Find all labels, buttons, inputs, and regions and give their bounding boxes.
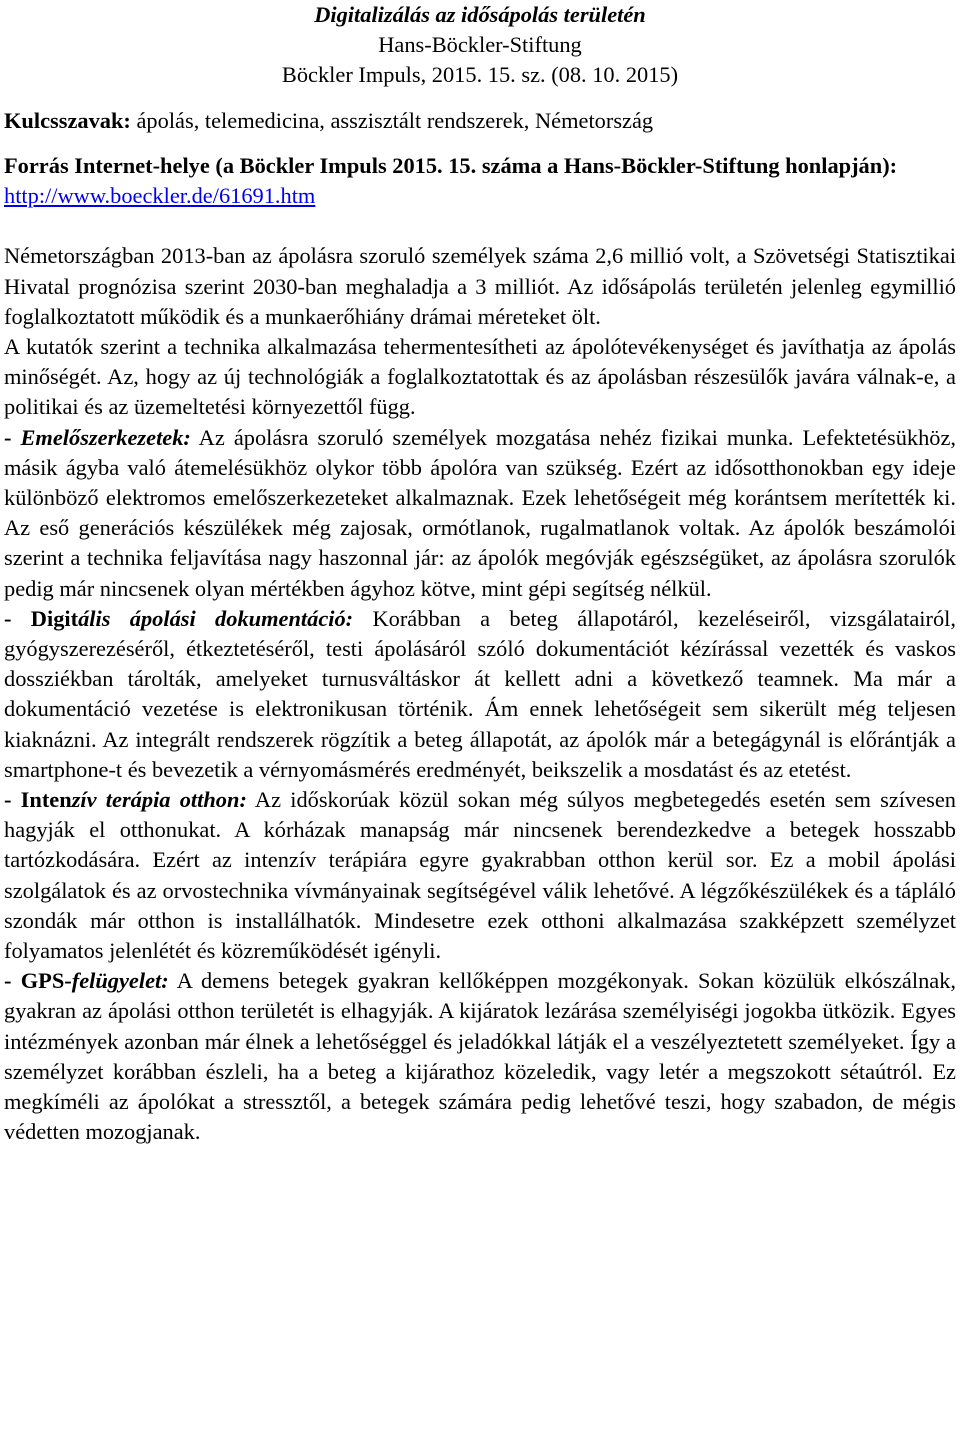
- section-text: Korábban a beteg állapotáról, kezeléseiről, vizsgálatairól, gyógyszerezéséről, étkeztetéséről, testi ápolásáról szóló dokumentációt kézírással vezették és vaskos dossziékban tárolták, amelyeket turnusváltáskor át kellett adni a következő teamnek. Ma már a dokumentáció vezetése is elektronikusan történik. Ám ennek lehetőségeit sem sikerült még teljesen kiaknázni. Az integrált rendszerek rögzítik a beteg állapotát, az ápolók már a betegágynál is előrántják a smartphone-t és bevezetik a vérnyomásmérés eredményét, beikszelik a mosdatást és az etetést.: [4, 605, 956, 782]
- keywords-text: ápolás, telemedicina, asszisztált rendszerek, Németország: [130, 107, 654, 133]
- section-intensive-therapy: [4, 785, 956, 966]
- source-line: [4, 151, 956, 211]
- section-title: Emelőszerkezetek:: [20, 424, 191, 450]
- intro-paragraph-1: Németországban 2013-ban az ápolásra szoruló személyek száma 2,6 millió volt, a Szövetségi Statisztikai Hivatal prognózisa szerint 2030-ban meghaladja a 3 milliót. Az idősápolás területén jelenleg egymillió foglalkoztatott működik és a munkaerőhiány drámai méreteket ölt.: [4, 243, 956, 329]
- section-text: Az időskorúak közül sokan még súlyos megbetegedés esetén sem szívesen hagyják el otthonukat. A kórházak manapság már nincsenek berendezkedve a betegek hosszabb tartózkodására. Ezért az intenzív terápiára egyre gyakrabban otthon kerül sor. Ez a mobil ápolási szolgálatok és az orvostechnika vívmányainak segítségével válik lehetővé. A légzőkészülékek és a tápláló szondák már otthon is installálhatók. Mindesetre ezek otthoni alkalmazása szakképzett személyzet folyamatos jelenlétét és közreműködését igényli.: [4, 787, 956, 964]
- section-prefix: - Digit: [4, 605, 79, 631]
- organization-name: Hans-Böckler-Stiftung: [378, 32, 582, 58]
- source-label: Forrás Internet-helye (a Böckler Impuls 2015. 15. száma a Hans-Böckler-Stiftung honlapján):: [4, 152, 898, 178]
- intro-paragraph-2: A kutatók szerint a technika alkalmazása tehermentesítheti az ápolótevékenységet és javíthatja az ápolás minőségét. Az, hogy az új technológiák a foglalkoztatottak és az ápolásban részesülők javára válnak-e, a politikai és az üzemeltetési környezettől függ.: [4, 334, 956, 420]
- section-digital-documentation: [4, 604, 956, 785]
- section-text: A demens betegek gyakran kellőképpen mozgékonyak. Sokan közülük elkószálnak, gyakran az ápolási otthon területét is elhagyják. A kijáratok lezárása személyiségi jogokba ütközik. Egyes intézmények azonban már élnek a lehetőséggel és jeladókkal látják el a veszélyeztetett személyeket. Így a személyzet korábban észleli, ha a beteg a kijárathoz közeledik, vagy letér a megszokott sétaútról. Ez megkíméli az ápolókat a stressztől, a betegek számára pedig lehetővé teszi, hogy szabadon, de mégis védetten mozogjanak.: [4, 968, 956, 1145]
- section-lifting-devices: [4, 423, 956, 604]
- document-title: Digitalizálás az idősápolás területén: [314, 2, 646, 27]
- publication-info: Böckler Impuls, 2015. 15. sz. (08. 10. 2015): [281, 62, 679, 88]
- source-link[interactable]: http://www.boeckler.de/61691.htm: [4, 183, 316, 209]
- section-title: felügyelet:: [71, 968, 169, 994]
- keywords-line: [4, 106, 956, 136]
- section-prefix: - Inten: [4, 787, 72, 813]
- section-title: ális ápolási dokumentáció:: [78, 605, 354, 631]
- section-title: zív terápia otthon:: [71, 787, 247, 813]
- section-prefix: - GPS-: [4, 968, 72, 994]
- keywords-label: Kulcsszavak:: [4, 107, 131, 133]
- document-header: [4, 0, 956, 91]
- section-gps-monitoring: [4, 966, 956, 1147]
- section-prefix: -: [4, 424, 21, 450]
- section-text: Az ápolásra szoruló személyek mozgatása nehéz fizikai munka. Lefektetésükhöz, másik ágyba való átemelésükhöz olykor több ápolóra van szükség. Ezért az idősotthonokban egy ideje különböző elektromos emelőszerkezeteket alkalmaznak. Ezek lehetőségeit még korántsem merítették ki. Az eső generációs készülékek még zajosak, ormótlanok, rugalmatlanok voltak. Az ápolók beszámolói szerint a technika feljavítása nagy haszonnal jár: az ápolók megóvják egészségüket, az ápolásra szorulók pedig már nincsenek olyan mértékben ágyhoz kötve, mint gépi segítség nélkül.: [4, 424, 957, 601]
